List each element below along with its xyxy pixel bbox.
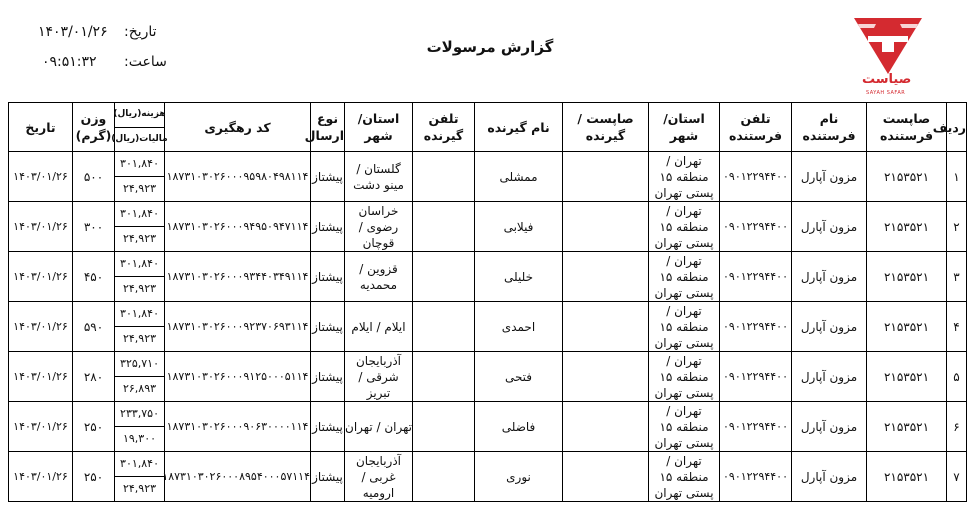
cell-sender-city: تهران / منطقه ۱۵ پستی تهران <box>649 252 720 302</box>
cell-sender-code: ۲۱۵۳۵۲۱ <box>867 302 947 352</box>
cell-sender-code: ۲۱۵۳۵۲۱ <box>867 402 947 452</box>
cell-send-type: پیشتاز <box>311 252 345 302</box>
cell-sender-city: تهران / منطقه ۱۵ پستی تهران <box>649 402 720 452</box>
cell-cost-tax <box>115 402 165 452</box>
cell-cost-tax <box>115 202 165 252</box>
cell-receiver-city: تهران / تهران <box>345 402 413 452</box>
report-date-value: ۱۴۰۳/۰۱/۲۶ <box>38 24 108 40</box>
cell-weight: ۲۸۰ <box>73 352 115 402</box>
cell-sender-city: تهران / منطقه ۱۵ پستی تهران <box>649 202 720 252</box>
cell-send-type: پیشتاز <box>311 452 345 502</box>
cell-sender-name: مزون آپارل <box>792 402 867 452</box>
cell-row: ۵ <box>947 352 967 402</box>
cell-receiver-code <box>563 302 649 352</box>
cell-tax: ۲۴,۹۲۳ <box>122 182 157 195</box>
cell-sender-city: تهران / منطقه ۱۵ پستی تهران <box>649 152 720 202</box>
cell-receiver-city: آذربایجان غربی / ارومیه <box>345 452 413 502</box>
cell-tax: ۲۴,۹۲۳ <box>122 482 157 495</box>
cell-receiver-name: فیلابی <box>475 202 563 252</box>
cell-sender-code: ۲۱۵۳۵۲۱ <box>867 452 947 502</box>
col-weight: وزن (گرم) <box>73 103 115 152</box>
col-receiver-city: استان/ شهر <box>345 103 413 152</box>
cell-send-type: پیشتاز <box>311 152 345 202</box>
col-receiver-name: نام گیرنده <box>475 103 563 152</box>
cell-receiver-code <box>563 152 649 202</box>
table-header-row <box>9 103 967 152</box>
report-time-label: ساعت: <box>124 54 167 70</box>
cell-receiver-city: ایلام / ایلام <box>345 302 413 352</box>
cell-sender-name: مزون آپارل <box>792 352 867 402</box>
cell-receiver-city: قزوین / محمدیه <box>345 252 413 302</box>
cell-sender-code: ۲۱۵۳۵۲۱ <box>867 352 947 402</box>
cell-date: ۱۴۰۳/۰۱/۲۶ <box>9 402 73 452</box>
cell-tax: ۲۶,۸۹۳ <box>122 382 157 395</box>
cell-sender-phone: ۰۹۰۱۲۲۹۴۴۰۰ <box>720 252 792 302</box>
cell-row: ۱ <box>947 152 967 202</box>
cell-cost: ۳۰۱,۸۴۰ <box>115 452 164 477</box>
cell-date: ۱۴۰۳/۰۱/۲۶ <box>9 152 73 202</box>
cell-weight: ۵۰۰ <box>73 152 115 202</box>
cell-receiver-code <box>563 452 649 502</box>
cell-receiver-name: فاضلی <box>475 402 563 452</box>
report-time-value: ۰۹:۵۱:۳۲ <box>42 54 97 70</box>
cell-sender-code: ۲۱۵۳۵۲۱ <box>867 152 947 202</box>
cell-receiver-city: آذربایجان شرقی / تبریز <box>345 352 413 402</box>
cell-receiver-name: ممشلی <box>475 152 563 202</box>
cell-sender-phone: ۰۹۰۱۲۲۹۴۴۰۰ <box>720 302 792 352</box>
cell-receiver-name: خلیلی <box>475 252 563 302</box>
logo-subtext: SAYAH SAFAR <box>866 90 906 96</box>
table-row <box>9 402 967 452</box>
cell-sender-name: مزون آپارل <box>792 252 867 302</box>
cell-sender-name: مزون آپارل <box>792 152 867 202</box>
table-row <box>9 452 967 502</box>
col-date: تاریخ <box>9 103 73 152</box>
cell-receiver-phone <box>413 452 475 502</box>
cell-sender-name: مزون آپارل <box>792 452 867 502</box>
cell-date: ۱۴۰۳/۰۱/۲۶ <box>9 452 73 502</box>
cell-receiver-phone <box>413 202 475 252</box>
cell-date: ۱۴۰۳/۰۱/۲۶ <box>9 252 73 302</box>
cell-receiver-city: خراسان رضوی / قوچان <box>345 202 413 252</box>
col-row: ردیف <box>947 103 967 152</box>
cell-date: ۱۴۰۳/۰۱/۲۶ <box>9 302 73 352</box>
cell-tracking: ۱۸۷۳۱۰۳۰۲۶۰۰۰۹۱۲۵۰۰۰۵۱۱۴ <box>165 352 311 402</box>
col-sender-name: نام فرستنده <box>792 103 867 152</box>
cell-receiver-phone <box>413 302 475 352</box>
cell-row: ۳ <box>947 252 967 302</box>
page-title: گزارش مرسولات <box>426 38 554 56</box>
table-row <box>9 202 967 252</box>
cell-sender-city: تهران / منطقه ۱۵ پستی تهران <box>649 452 720 502</box>
cell-receiver-code <box>563 202 649 252</box>
cell-weight: ۲۵۰ <box>73 402 115 452</box>
cell-send-type: پیشتاز <box>311 352 345 402</box>
cell-tax: ۲۴,۹۲۳ <box>122 282 157 295</box>
cell-cost: ۲۳۳,۷۵۰ <box>115 402 164 427</box>
cell-tax: ۲۴,۹۲۳ <box>122 332 157 345</box>
cell-cost-tax <box>115 452 165 502</box>
cell-cost-tax <box>115 152 165 202</box>
cell-receiver-code <box>563 252 649 302</box>
cell-cost-tax <box>115 302 165 352</box>
shipments-table <box>8 102 967 502</box>
table-row <box>9 252 967 302</box>
cell-receiver-phone <box>413 152 475 202</box>
cell-sender-code: ۲۱۵۳۵۲۱ <box>867 202 947 252</box>
cell-sender-city: تهران / منطقه ۱۵ پستی تهران <box>649 302 720 352</box>
cell-receiver-phone <box>413 352 475 402</box>
report-header <box>0 0 972 100</box>
col-tracking: کد رهگیری <box>165 103 311 152</box>
cell-tracking: ۱۸۷۳۱۰۳۰۲۶۰۰۰۹۳۴۴۰۳۴۹۱۱۴ <box>165 252 311 302</box>
cell-cost: ۳۲۵,۷۱۰ <box>115 352 164 377</box>
cell-sender-phone: ۰۹۰۱۲۲۹۴۴۰۰ <box>720 152 792 202</box>
cell-receiver-phone <box>413 252 475 302</box>
table-row <box>9 152 967 202</box>
cell-row: ۴ <box>947 302 967 352</box>
cell-weight: ۳۰۰ <box>73 202 115 252</box>
cell-tracking: ۱۸۷۳۱۰۳۰۲۶۰۰۰۹۰۶۳۰۰۰۰۱۱۴ <box>165 402 311 452</box>
table-row <box>9 352 967 402</box>
cell-tracking: ۱۸۷۳۱۰۳۰۲۶۰۰۰۹۴۹۵۰۹۴۷۱۱۴ <box>165 202 311 252</box>
cell-cost: ۳۰۱,۸۴۰ <box>115 252 164 277</box>
cell-sender-phone: ۰۹۰۱۲۲۹۴۴۰۰ <box>720 352 792 402</box>
col-send-type: نوع ارسال <box>311 103 345 152</box>
table-body <box>9 152 967 502</box>
cell-sender-phone: ۰۹۰۱۲۲۹۴۴۰۰ <box>720 202 792 252</box>
cell-sender-code: ۲۱۵۳۵۲۱ <box>867 252 947 302</box>
cell-sender-name: مزون آپارل <box>792 202 867 252</box>
cell-cost: ۳۰۱,۸۴۰ <box>115 302 164 327</box>
report-date-label: تاریخ: <box>124 24 157 40</box>
col-receiver-phone: تلفن گیرنده <box>413 103 475 152</box>
cell-send-type: پیشتاز <box>311 202 345 252</box>
col-sender-city: استان/ شهر <box>649 103 720 152</box>
cell-receiver-code <box>563 402 649 452</box>
cell-weight: ۵۹۰ <box>73 302 115 352</box>
cell-tax: ۱۹,۳۰۰ <box>122 432 157 445</box>
cell-receiver-name: فتحی <box>475 352 563 402</box>
cell-sender-phone: ۰۹۰۱۲۲۹۴۴۰۰ <box>720 452 792 502</box>
cell-sender-name: مزون آپارل <box>792 302 867 352</box>
table-row <box>9 302 967 352</box>
col-tax: مالیات(ریال) <box>111 133 168 144</box>
cell-send-type: پیشتاز <box>311 402 345 452</box>
cell-tax: ۲۴,۹۲۳ <box>122 232 157 245</box>
cell-tracking: ۱۸۷۳۱۰۳۰۲۶۰۰۰۹۲۳۷۰۶۹۳۱۱۴ <box>165 302 311 352</box>
cell-row: ۷ <box>947 452 967 502</box>
cell-date: ۱۴۰۳/۰۱/۲۶ <box>9 202 73 252</box>
cell-receiver-code <box>563 352 649 402</box>
cell-receiver-phone <box>413 402 475 452</box>
cell-row: ۶ <box>947 402 967 452</box>
cell-tracking: ۱۸۷۳۱۰۳۰۲۶۰۰۰۸۹۵۴۰۰۰۵۷۱۱۴ <box>165 452 311 502</box>
cell-cost-tax <box>115 352 165 402</box>
col-cost-tax <box>111 103 168 152</box>
cell-date: ۱۴۰۳/۰۱/۲۶ <box>9 352 73 402</box>
cell-receiver-name: احمدی <box>475 302 563 352</box>
cell-send-type: پیشتاز <box>311 302 345 352</box>
cell-tracking: ۱۸۷۳۱۰۳۰۲۶۰۰۰۹۵۹۸۰۴۹۸۱۱۴ <box>165 152 311 202</box>
cell-cost: ۳۰۱,۸۴۰ <box>115 152 164 177</box>
col-receiver-code: صاپست / گیرنده <box>563 103 649 152</box>
cell-sender-phone: ۰۹۰۱۲۲۹۴۴۰۰ <box>720 402 792 452</box>
cell-receiver-city: گلستان / مینو دشت <box>345 152 413 202</box>
col-cost: هزینه(ریال) <box>115 103 164 128</box>
cell-weight: ۴۵۰ <box>73 252 115 302</box>
cell-cost-tax <box>115 252 165 302</box>
cell-cost: ۳۰۱,۸۴۰ <box>115 202 164 227</box>
col-sender-code: صاپست فرستنده <box>867 103 947 152</box>
cell-sender-city: تهران / منطقه ۱۵ پستی تهران <box>649 352 720 402</box>
cell-receiver-name: نوری <box>475 452 563 502</box>
logo-text: صیاست <box>862 72 912 87</box>
cell-row: ۲ <box>947 202 967 252</box>
cell-weight: ۲۵۰ <box>73 452 115 502</box>
col-sender-phone: تلفن فرستنده <box>720 103 792 152</box>
